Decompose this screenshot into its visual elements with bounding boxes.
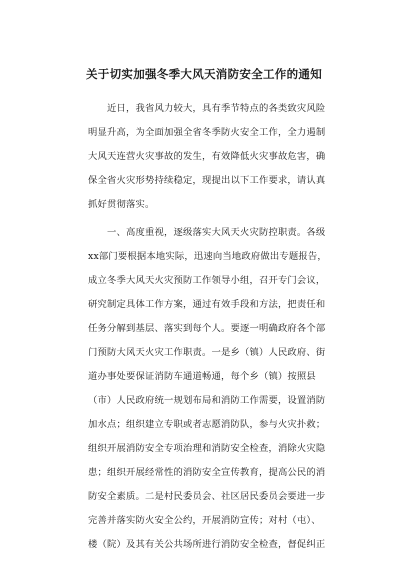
text-line: 患；组织开展经常性的消防安全宣传教育，提高公民的消 <box>88 467 326 478</box>
text-line: 大风天连营火灾事故的发生，有效降低火灾事故危害，确 <box>88 151 326 162</box>
text-line: 明显升高，为全面加强全省冬季防火安全工作，全力遏制 <box>88 127 326 138</box>
text-line: 近日，我省风力较大，具有季节特点的各类致灾风险 <box>88 103 326 114</box>
text-line: 加水点；组织建立专职或者志愿消防队，参与火灾扑救； <box>88 419 326 430</box>
text-line: （市）人民政府统一规划布局和消防工作需要，设置消防 <box>88 395 326 406</box>
text-line: 完善并落实防火安全公约，开展消防宣传；对村（屯）、 <box>88 515 321 526</box>
text-line: 任务分解到基层、落实到每个人。要逐一明确政府各个部 <box>88 323 326 334</box>
document-title: 关于切实加强冬季大风天消防安全工作的通知 <box>86 67 322 81</box>
text-line: 防安全素质。二是村民委员会、社区居民委员会要进一步 <box>88 491 326 502</box>
text-line: 楼（院）及其有关公共场所进行消防安全检查，督促纠正 <box>88 539 326 550</box>
text-line: xx部门要根据本地实际，迅速向当地政府做出专题报告， <box>88 251 327 262</box>
text-line: 成立冬季大风天火灾预防工作领导小组，召开专门会议， <box>88 275 326 286</box>
text-line: 道办事处要保证消防车通道畅通，每个乡（镇）按照县 <box>88 371 316 382</box>
text-line: 门预防大风天火灾工作职责。一是乡（镇）人民政府、街 <box>88 347 326 358</box>
text-line: 组织开展消防安全专项治理和消防安全检查，消除火灾隐 <box>88 443 326 454</box>
text-line: 研究制定具体工作方案，通过有效手段和方法，把责任和 <box>88 299 326 310</box>
document-body <box>88 97 328 557</box>
text-line: 一、高度重视，逐级落实大风天火灾防控职责。各级 <box>88 227 326 238</box>
text-line: 保全省火灾形势持续稳定，现提出以下工作要求，请认真 <box>88 175 326 186</box>
paragraph-intro <box>88 97 328 217</box>
text-line: 抓好贯彻落实。 <box>88 199 155 210</box>
paragraph-section-one <box>88 221 328 557</box>
